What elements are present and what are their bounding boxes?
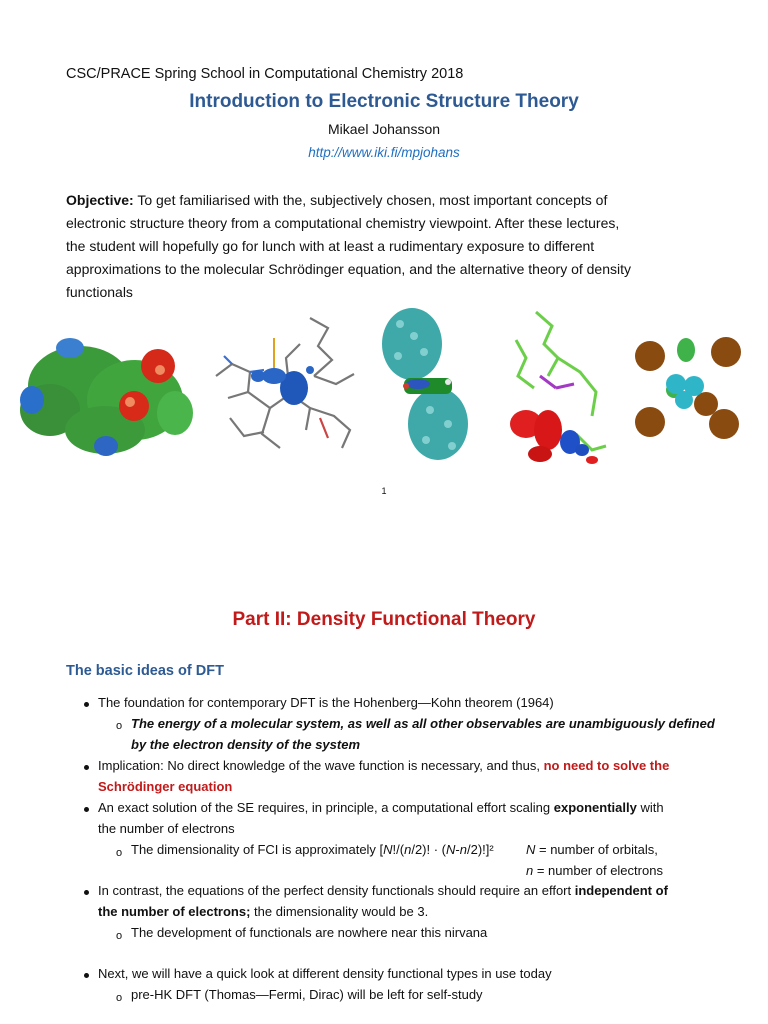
- list-item: The dimensionality of FCI is approximately [N!/(n/2)! · (N-n/2)!]²: [131, 842, 494, 857]
- list-item: Next, we will have a quick look at different density functional types in use today: [98, 966, 552, 981]
- sub-bullet-marker: o: [116, 930, 123, 942]
- list-item: by the electron density of the system: [131, 737, 361, 752]
- page-number: 1: [381, 486, 387, 496]
- list-item: The development of functionals are nowhere near this nirvana: [131, 925, 488, 940]
- list-item: pre-HK DFT (Thomas—Fermi, Dirac) will be left for self-study: [131, 987, 483, 1002]
- molecule-density-figure: [496, 300, 616, 470]
- doc-title: Introduction to Electronic Structure Theory: [189, 91, 579, 112]
- sub-bullet-marker: o: [116, 847, 123, 859]
- list-item: Schrödinger equation: [98, 779, 233, 794]
- molecule-stick-orbital-figure: [210, 298, 370, 466]
- electrons-definition: n = number of electrons: [526, 863, 663, 878]
- bullet-dot: [84, 973, 89, 978]
- list-item: An exact solution of the SE requires, in principle, a computational effort scaling exponentially with: [98, 800, 664, 815]
- author: Mikael Johansson: [327, 121, 441, 137]
- molecule-fullerene-figure: [378, 304, 474, 464]
- orbitals-definition: N = number of orbitals,: [526, 842, 658, 857]
- school-name: CSC/PRACE Spring School in Computational Chemistry 2018: [66, 66, 464, 82]
- list-item: The energy of a molecular system, as well as all other observables are unambiguously defined: [131, 716, 715, 731]
- bullet-dot: [84, 807, 89, 812]
- molecule-surface-figure: [10, 318, 196, 466]
- molecule-cluster-figure: [630, 332, 744, 448]
- sub-bullet-marker: o: [116, 992, 123, 1004]
- author-url-link[interactable]: http://www.iki.fi/mpjohans: [308, 145, 460, 160]
- objective-paragraph: Objective: To get familiarised with the, subjectively chosen, most important concepts of electronic structure theory from a computational chemistry viewpoint. After these lectures, the student will hopefully go for lunch with at least a rudimentary exposure to different approximations to the molecular Schrödinger equation, and the alternative theory of density functionals: [66, 192, 632, 300]
- bullet-dot: [84, 765, 89, 770]
- part-title: Part II: Density Functional Theory: [232, 609, 536, 630]
- list-item: In contrast, the equations of the perfect density functionals should require an effort independent of: [98, 883, 668, 898]
- objective-label: Objective:: [66, 192, 134, 208]
- section-title: The basic ideas of DFT: [66, 663, 224, 679]
- sub-bullet-marker: o: [116, 720, 123, 732]
- list-item: The foundation for contemporary DFT is the Hohenberg—Kohn theorem (1964): [98, 695, 554, 710]
- bullet-dot: [84, 702, 89, 707]
- list-item: the number of electrons; the dimensionality would be 3.: [98, 904, 429, 919]
- bullet-dot: [84, 890, 89, 895]
- list-item: Implication: No direct knowledge of the wave function is necessary, and thus, no need to solve the: [98, 758, 670, 773]
- list-item: the number of electrons: [98, 821, 235, 836]
